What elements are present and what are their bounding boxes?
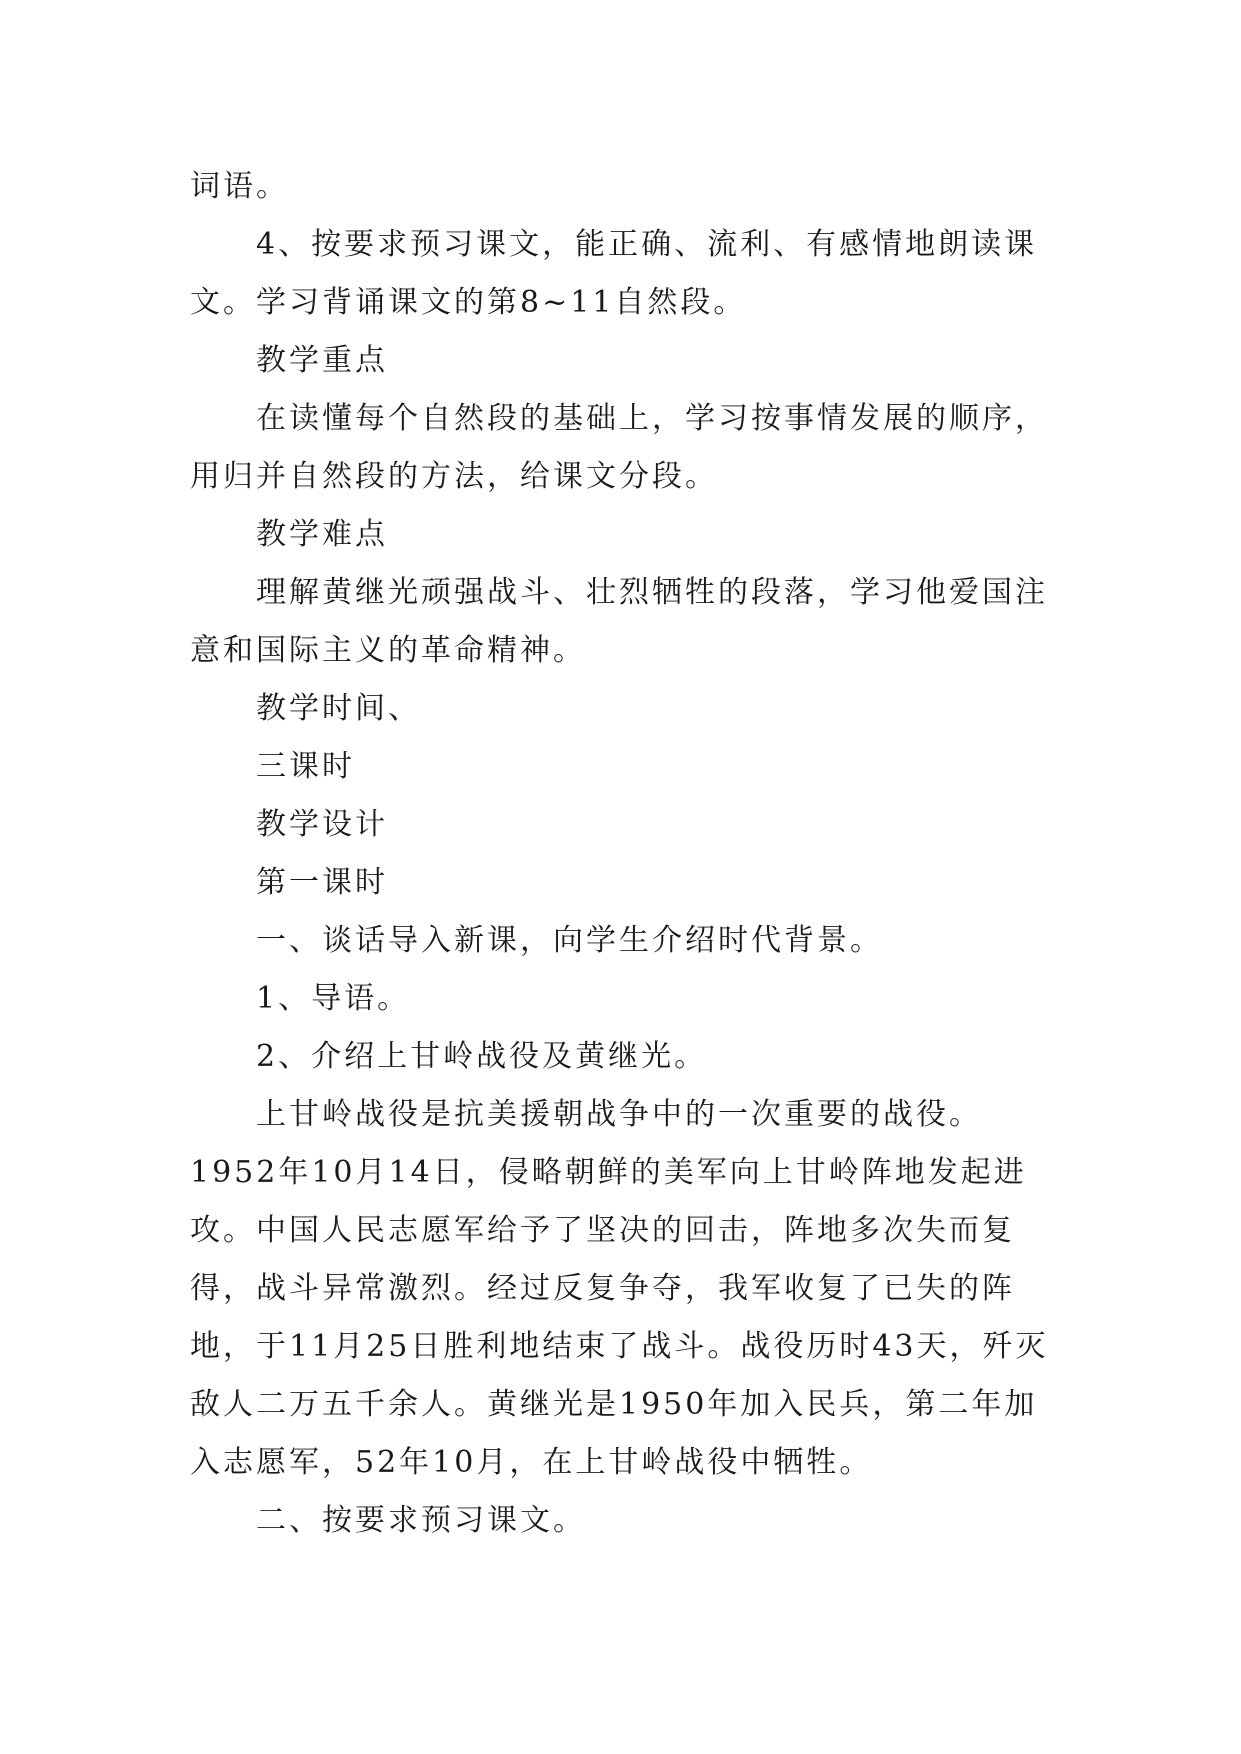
section-heading: 第一课时 — [256, 865, 388, 900]
paragraph: 4、按要求预习课文，能正确、流利、有感情地朗读课文。学习背诵课文的第8~11自然段。 — [190, 227, 1038, 320]
document-body — [190, 158, 1070, 1550]
paragraph: 三课时 — [256, 749, 355, 784]
paragraph: 2、介绍上甘岭战役及黄继光。 — [256, 1039, 708, 1074]
paragraph: 上甘岭战役是抗美援朝战争中的一次重要的战役。1952年10月14日，侵略朝鲜的美军向上甘岭阵地发起进攻。中国人民志愿军给予了坚决的回击，阵地多次失而复得，战斗异常激烈。经过反复争夺，我军收复了已失的阵地，于11月25日胜利地结束了战斗。战役历时43天，歼灭敌人二万五千余人。黄继光是1950年加入民兵，第二年加入志愿军，52年10月，在上甘岭战役中牺牲。 — [190, 1097, 1049, 1480]
paragraph: 理解黄继光顽强战斗、壮烈牺牲的段落，学习他爱国注意和国际主义的革命精神。 — [190, 575, 1048, 668]
paragraph: 1、导语。 — [256, 981, 411, 1016]
section-heading: 教学设计 — [256, 807, 388, 842]
paragraph: 在读懂每个自然段的基础上，学习按事情发展的顺序，用归并自然段的方法，给课文分段。 — [190, 401, 1048, 494]
paragraph: 二、按要求预习课文。 — [256, 1503, 586, 1538]
section-heading: 教学时间、 — [256, 691, 421, 726]
section-heading: 教学重点 — [256, 343, 388, 378]
paragraph: 词语。 — [190, 169, 289, 204]
section-heading: 教学难点 — [256, 517, 388, 552]
paragraph: 一、谈话导入新课，向学生介绍时代背景。 — [256, 923, 883, 958]
